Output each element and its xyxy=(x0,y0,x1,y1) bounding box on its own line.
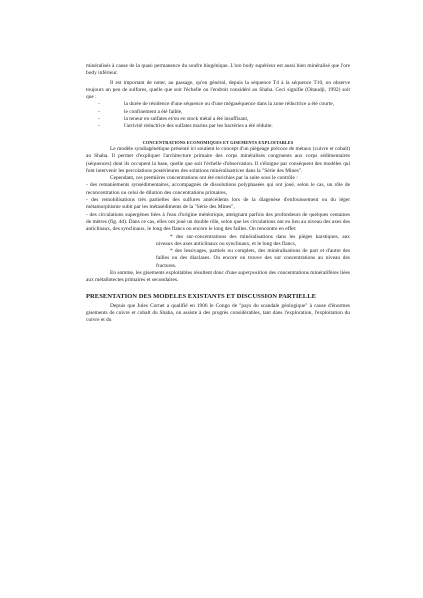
list-item: - la durée de résidence d'une séquence ou d'une mégaséquence dans la zone réductrice a été courte, xyxy=(124,101,350,108)
conditions-list xyxy=(86,101,350,130)
text-run: des concentrations minéralifères liées aux métallotectes primaires et secondaires. xyxy=(86,270,351,284)
paragraph-ore-body: minéralisés à cause de la quasi permanence du soufre biogénique. L'ore body supérieur est aussi bien minéralisé que l'ore body inférieur. xyxy=(86,63,350,77)
list-item: - le confinement a été faible, xyxy=(124,109,350,116)
paragraph-modele: Le modèle syndiagénétique présenté ici soutient le concept d'un piégeage précoce de métaux (cuivre et cobalt) au Shaba. Il permet d'expliquer l'architecture primaire des corps minéralisés congruents aux corps sédimentaires (séquences) dont ils occupent la base, quelle que soit l'échelle d'observation. Il s'éloigne par conséquent des modèles qui font intervenir les percolations postérieures des solutions minéralisatrices dans la "Série des Mines". xyxy=(86,145,350,174)
paragraph-cependant: Cependant, ces premières concentrations ont été enrichies par la suite sous le contrôle : xyxy=(110,175,298,182)
text-run-italic: superposition xyxy=(238,270,268,277)
paragraph-sulfures: Il est important de noter, au passage, qu'en général, depuis la séquence T4 à la séquence T10, on observe toujours un peu de sulfures, quelle que soit l'échelle ou l'endroit considéré au Shaba. Ceci signifie (Oitaudji, 1992) soit que : xyxy=(86,79,350,101)
paragraph-remobilisations: - des remobilisations très partielles des sulfures antécédents lors de la diagenèse d'enfouissement ou du léger métamorphisme subit par les métasédiments de la "Série des Mines", xyxy=(86,197,350,211)
list-item: * des lessivages, partiels ou complets, des minéralisations de part et d'autre des failles ou des diaclases. Ou encore on trouve des sur concentrations au niveau des fractures. xyxy=(156,248,350,269)
effects-list xyxy=(86,234,350,270)
paragraph-jules-cornet: Depuis que Jules Cornet a qualifié en 1906 le Congo de "pays du scandale géologique" à cause d'énormes gisements de cuivre et cobalt du Shaba, on assiste à des progrès considérables, tant dans l'exploration, l'exploitation du cuivre et du xyxy=(86,302,350,324)
text-run: En somme, les gisements exploitables résultent donc d'une xyxy=(110,270,239,277)
list-item: - la teneur en sulfates et/ou en stock métal a été insuffisant, xyxy=(124,116,350,123)
list-item: - l'activité réductrice des sulfates marins par les bactéries a été réduite. xyxy=(124,123,350,130)
paragraph-remaniements: - des remaniements synsédimentaires, accompagnés de dissolutions polyphasées qui ont joué, selon le cas, un rôle de reconcentration ou celui de dilution des concentrations primaires, xyxy=(86,182,350,196)
paragraph-en-somme xyxy=(86,270,350,285)
list-item: * des sur-concentrations des minéralisations dans les pièges karstiques, aux niveaux des axes anticlinaux ou synclinaux, et le long des flancs, xyxy=(156,233,350,247)
section-title: PRESENTATION DES MODELES EXISTANTS ET DISCUSSION PARTIELLE xyxy=(86,292,317,300)
subheading-concentrations: CONCENTRATIONS ECONOMIQUES ET GISEMENTS EXPLOITABLES xyxy=(142,139,294,145)
paragraph-circulations: - des circulations supergènes liées à l'eau d'origine météorique, atteignant parfois des profondeurs de quelques centaines de mètres (fig. 4d). Dans ce cas, elles ont joué un double rôle, selon que les circulations ont eu lieu au niveau des axes des anticlinaux, des synclinaux, le long des flancs ou encore le long des failles. On rencontre en effet: xyxy=(86,211,350,233)
